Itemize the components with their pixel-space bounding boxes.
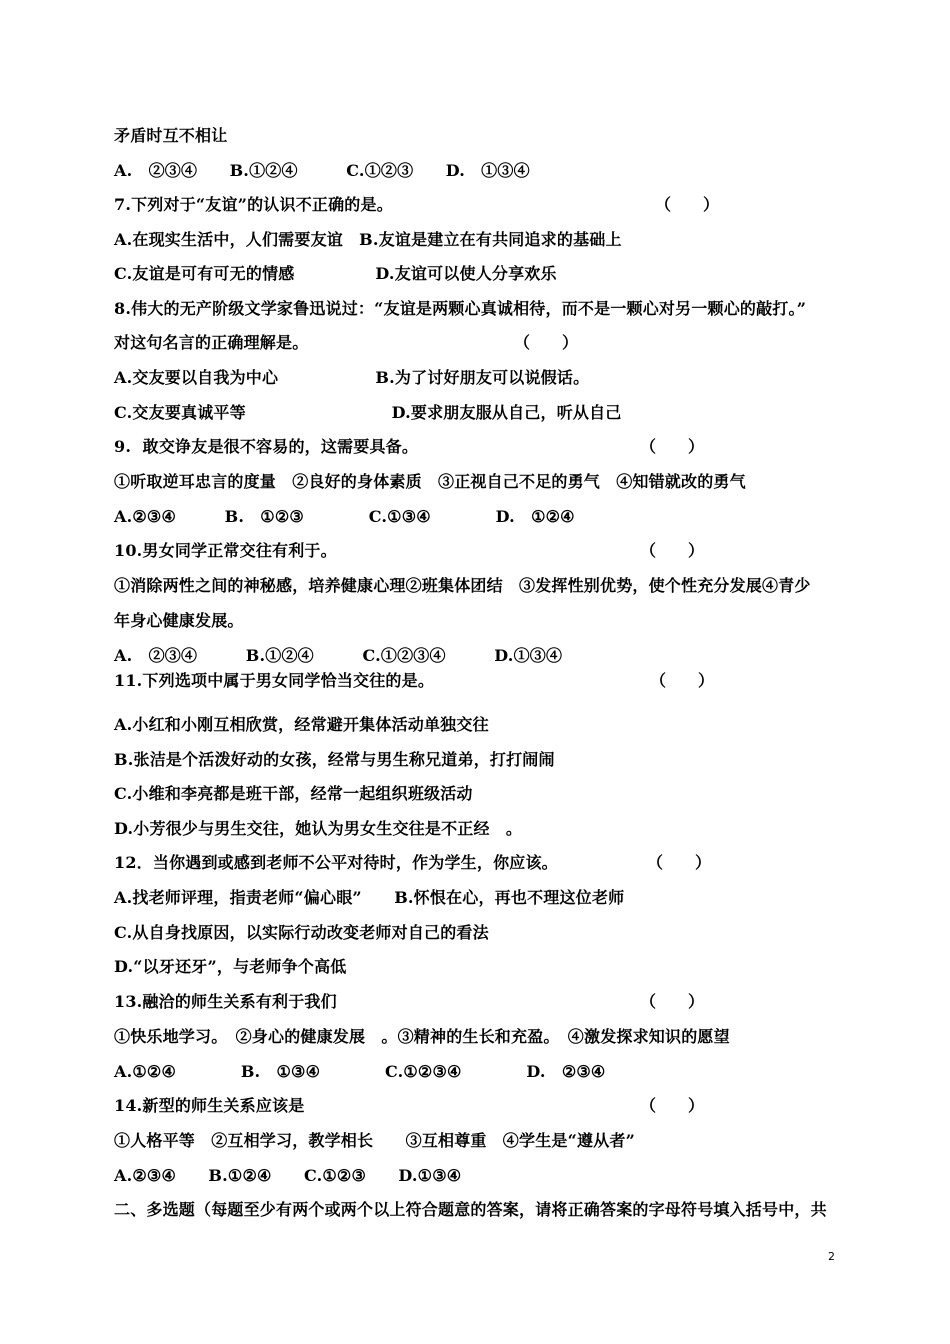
text-line: 8.伟大的无产阶级文学家鲁迅说过：“友谊是两颗心真诚相待，而不是一颗心对另一颗心的敲打。” (114, 299, 807, 318)
text-line: A. ②③④ B.①②④ C.①②③ D. ①③④ (114, 161, 530, 180)
text-line: A.在现实生活中，人们需要友谊 B.友谊是建立在有共同追求的基础上 (114, 230, 622, 249)
answer-bracket: （ ） (640, 541, 705, 560)
answer-bracket: （ ） (640, 1096, 705, 1115)
text-line: 年身心健康发展。 (114, 611, 244, 630)
text-line: B.张洁是个活泼好动的女孩，经常与男生称兄道弟，打打闹闹 (114, 750, 555, 769)
text-line: 矛盾时互不相让 (114, 126, 228, 145)
text-line: ①人格平等 ②互相学习，教学相长 ③互相尊重 ④学生是“遵从者” (114, 1131, 636, 1150)
text-line: 对这句名言的正确理解是。 (114, 333, 309, 352)
answer-bracket: （ ） (650, 671, 715, 690)
text-line: A.小红和小刚互相欣赏，经常避开集体活动单独交往 (114, 715, 489, 734)
text-line: ①听取逆耳忠言的度量 ②良好的身体素质 ③正视自己不足的勇气 ④知错就改的勇气 (114, 472, 746, 491)
text-line: 10.男女同学正常交往有利于。 (114, 541, 337, 560)
text-line: A. ②③④ B.①②④ C.①②③④ D.①③④ (114, 646, 563, 665)
text-line: C.交友要真诚平等 D.要求朋友服从自己，听从自己 (114, 403, 622, 422)
text-line: 12．当你遇到或感到老师不公平对待时，作为学生，你应该。 (114, 853, 558, 872)
text-line: 11.下列选项中属于男女同学恰当交往的是。 (114, 671, 435, 690)
answer-bracket: （ ） (640, 437, 705, 456)
text-line: C.从自身找原因，以实际行动改变老师对自己的看法 (114, 923, 489, 942)
text-line: C.小维和李亮都是班干部，经常一起组织班级活动 (114, 784, 473, 803)
answer-bracket: （ ） (514, 333, 579, 352)
text-line: A.②③④ B.①②④ C.①②③ D.①③④ (114, 1166, 462, 1185)
text-line: ①消除两性之间的神秘感，培养健康心理②班集体团结 ③发挥性别优势，使个性充分发展④青少 (114, 576, 811, 595)
answer-bracket: （ ） (655, 195, 720, 214)
text-line: 14.新型的师生关系应该是 (114, 1096, 305, 1115)
text-line: A.交友要以自我为中心 B.为了讨好朋友可以说假话。 (114, 368, 590, 387)
text-line: C.友谊是可有可无的情感 D.友谊可以使人分享欢乐 (114, 264, 557, 283)
text-line: 13.融洽的师生关系有利于我们 (114, 992, 337, 1011)
text-line: ①快乐地学习。 ②身心的健康发展 。③精神的生长和充盈。 ④激发探求知识的愿望 (114, 1027, 730, 1046)
text-line: 二、多选题（每题至少有两个或两个以上符合题意的答案，请将正确答案的字母符号填入括号中，共 (114, 1200, 827, 1219)
text-line: A.②③④ B. ①②③ C.①③④ D. ①②④ (114, 507, 575, 526)
answer-bracket: （ ） (647, 853, 712, 872)
answer-bracket: （ ） (640, 992, 705, 1011)
text-line: D.“以牙还牙”，与老师争个高低 (114, 957, 347, 976)
text-line: D.小芳很少与男生交往，她认为男女生交往是不正经 。 (114, 819, 523, 838)
text-line: A.①②④ B. ①③④ C.①②③④ D. ②③④ (114, 1062, 606, 1081)
text-line: 7.下列对于“友谊”的认识不正确的是。 (114, 195, 393, 214)
text-line: A.找老师评理，指责老师“偏心眼” B.怀恨在心，再也不理这位老师 (114, 888, 625, 907)
text-line: 9. 敢交诤友是很不容易的，这需要具备。 (114, 437, 419, 456)
page-number: 2 (828, 1250, 835, 1263)
